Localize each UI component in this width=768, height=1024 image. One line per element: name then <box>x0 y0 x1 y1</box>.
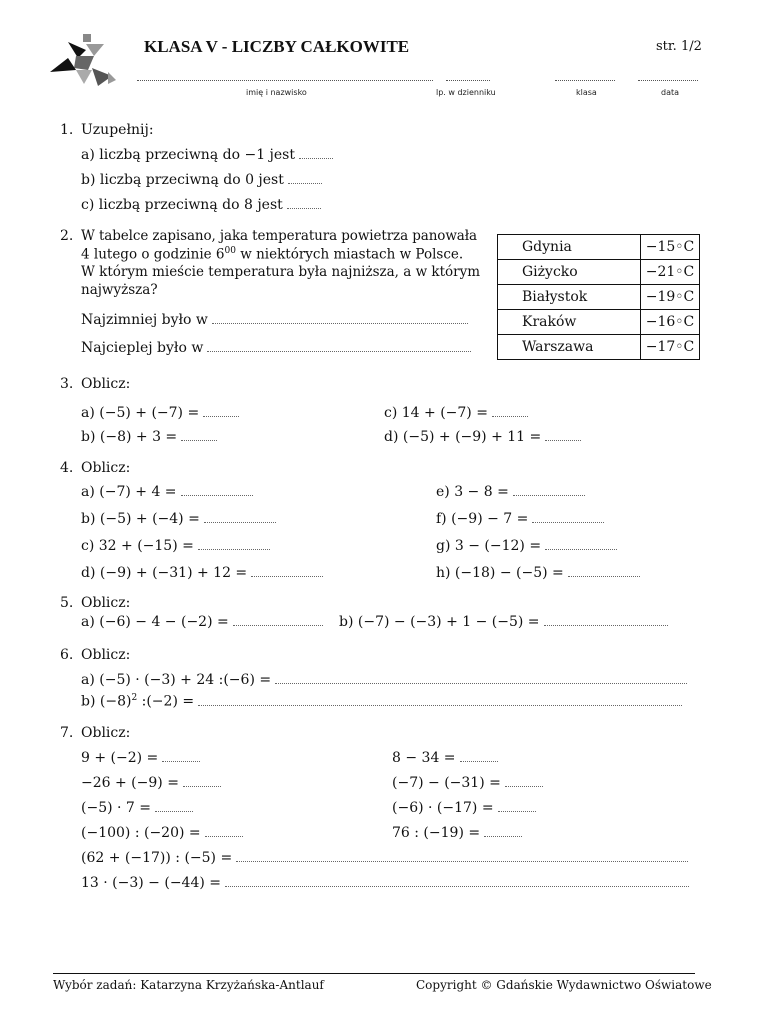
answer-field[interactable] <box>183 776 221 787</box>
q2-warmest: Najcieplej było w <box>81 340 471 356</box>
footer-copyright: Copyright © Gdańskie Wydawnictwo Oświatowe <box>416 978 712 992</box>
q7-item-6: (−7) − (−31) = <box>392 775 543 791</box>
answer-field[interactable] <box>287 198 321 209</box>
q7-item-10: 13 · (−3) − (−44) = <box>81 875 689 891</box>
answer-field[interactable] <box>513 485 585 496</box>
answer-field[interactable] <box>198 539 270 550</box>
table-row: Białystok −19◦C <box>498 285 700 310</box>
q4-item-e: e) 3 − 8 = <box>436 484 585 500</box>
q7-item-7: (−6) · (−17) = <box>392 800 536 816</box>
q6-title: Oblicz: <box>81 647 131 663</box>
answer-field[interactable] <box>181 430 217 441</box>
q7-item-4: (−100) : (−20) = <box>81 825 243 841</box>
q7-title: Oblicz: <box>81 725 131 741</box>
q4-item-b: b) (−5) + (−4) = <box>81 511 276 527</box>
answer-field[interactable] <box>251 566 323 577</box>
q7-number: 7. <box>60 725 74 741</box>
q4-title: Oblicz: <box>81 460 131 476</box>
q7-item-5: 8 − 34 = <box>392 750 498 766</box>
answer-field[interactable] <box>545 430 581 441</box>
q3-number: 3. <box>60 376 74 392</box>
q4-item-h: h) (−18) − (−5) = <box>436 565 640 581</box>
q7-item-2: −26 + (−9) = <box>81 775 221 791</box>
date-field[interactable] <box>638 80 698 81</box>
q4-item-f: f) (−9) − 7 = <box>436 511 604 527</box>
name-label: imię i nazwisko <box>246 88 307 97</box>
q7-item-3: (−5) · 7 = <box>81 800 193 816</box>
q4-item-d: d) (−9) + (−31) + 12 = <box>81 565 323 581</box>
register-number-field[interactable] <box>446 80 490 81</box>
q5-item-a: a) (−6) − 4 − (−2) = <box>81 614 323 630</box>
answer-field[interactable] <box>545 539 617 550</box>
q2-text-line2: 4 lutego o godzinie $6^{00}$ w niektórych miastach w Polsce. <box>81 246 464 263</box>
q2-text-line3: W którym mieście temperatura była najniższa, a w którym <box>81 264 481 280</box>
q5-item-b: b) (−7) − (−3) + 1 − (−5) = <box>339 614 668 630</box>
q3-item-a: a) (−5) + (−7) = <box>81 405 239 421</box>
answer-field[interactable] <box>568 566 640 577</box>
answer-field[interactable] <box>181 485 253 496</box>
answer-field[interactable] <box>484 826 522 837</box>
table-row: Warszawa −17◦C <box>498 335 700 360</box>
q4-item-a: a) (−7) + 4 = <box>81 484 253 500</box>
answer-field[interactable] <box>505 776 543 787</box>
answer-field[interactable] <box>162 751 200 762</box>
answer-field[interactable] <box>498 801 536 812</box>
q2-text-line4: najwyższa? <box>81 282 158 298</box>
q1-number: 1. <box>60 122 74 138</box>
answer-field[interactable] <box>204 512 276 523</box>
q2-text-line1: W tabelce zapisano, jaka temperatura powietrza panowała <box>81 228 477 244</box>
page-number: str. 1/2 <box>656 39 702 54</box>
q3-item-c: c) 14 + (−7) = <box>384 405 528 421</box>
answer-field[interactable] <box>225 876 689 887</box>
answer-field[interactable] <box>288 173 322 184</box>
table-row: Gdynia −15◦C <box>498 235 700 260</box>
publisher-logo <box>48 32 118 90</box>
answer-field[interactable] <box>212 313 468 324</box>
q1-title: Uzupełnij: <box>81 122 154 138</box>
q6-item-b: b) $(-8)^2$ :(−2) = <box>81 693 682 710</box>
q7-item-1: 9 + (−2) = <box>81 750 200 766</box>
temperature-table <box>497 234 700 360</box>
q7-item-9: (62 + (−17)) : (−5) = <box>81 850 688 866</box>
q1-item-a: a) liczbą przeciwną do −1 jest <box>81 147 333 163</box>
answer-field[interactable] <box>203 406 239 417</box>
answer-field[interactable] <box>205 826 243 837</box>
footer-divider <box>53 973 695 974</box>
answer-field[interactable] <box>198 695 682 706</box>
q3-item-b: b) (−8) + 3 = <box>81 429 217 445</box>
q1-item-c: c) liczbą przeciwną do 8 jest <box>81 197 321 213</box>
answer-field[interactable] <box>492 406 528 417</box>
answer-field[interactable] <box>236 851 688 862</box>
answer-field[interactable] <box>275 673 687 684</box>
q4-item-g: g) 3 − (−12) = <box>436 538 617 554</box>
table-row: Kraków −16◦C <box>498 310 700 335</box>
answer-field[interactable] <box>460 751 498 762</box>
answer-field[interactable] <box>233 615 323 626</box>
date-label: data <box>661 88 680 97</box>
q5-number: 5. <box>60 595 74 611</box>
q7-item-8: 76 : (−19) = <box>392 825 522 841</box>
table-row: Giżycko −21◦C <box>498 260 700 285</box>
q4-item-c: c) 32 + (−15) = <box>81 538 270 554</box>
page-title: KLASA V - LICZBY CAŁKOWITE <box>144 37 410 56</box>
footer-author: Wybór zadań: Katarzyna Krzyżańska-Antlauf <box>53 978 324 992</box>
q1-item-b: b) liczbą przeciwną do 0 jest <box>81 172 322 188</box>
q3-title: Oblicz: <box>81 376 131 392</box>
answer-field[interactable] <box>155 801 193 812</box>
name-field[interactable] <box>137 80 433 81</box>
answer-field[interactable] <box>544 615 668 626</box>
q6-item-a: a) (−5) · (−3) + 24 :(−6) = <box>81 672 687 688</box>
answer-field[interactable] <box>532 512 604 523</box>
q6-number: 6. <box>60 647 74 663</box>
q5-title: Oblicz: <box>81 595 131 611</box>
register-number-label: lp. w dzienniku <box>436 88 496 97</box>
class-field[interactable] <box>555 80 615 81</box>
q2-coldest: Najzimniej było w <box>81 312 468 328</box>
q2-number: 2. <box>60 228 74 244</box>
q3-item-d: d) (−5) + (−9) + 11 = <box>384 429 581 445</box>
answer-field[interactable] <box>207 341 471 352</box>
answer-field[interactable] <box>299 148 333 159</box>
class-label: klasa <box>576 88 597 97</box>
q4-number: 4. <box>60 460 74 476</box>
